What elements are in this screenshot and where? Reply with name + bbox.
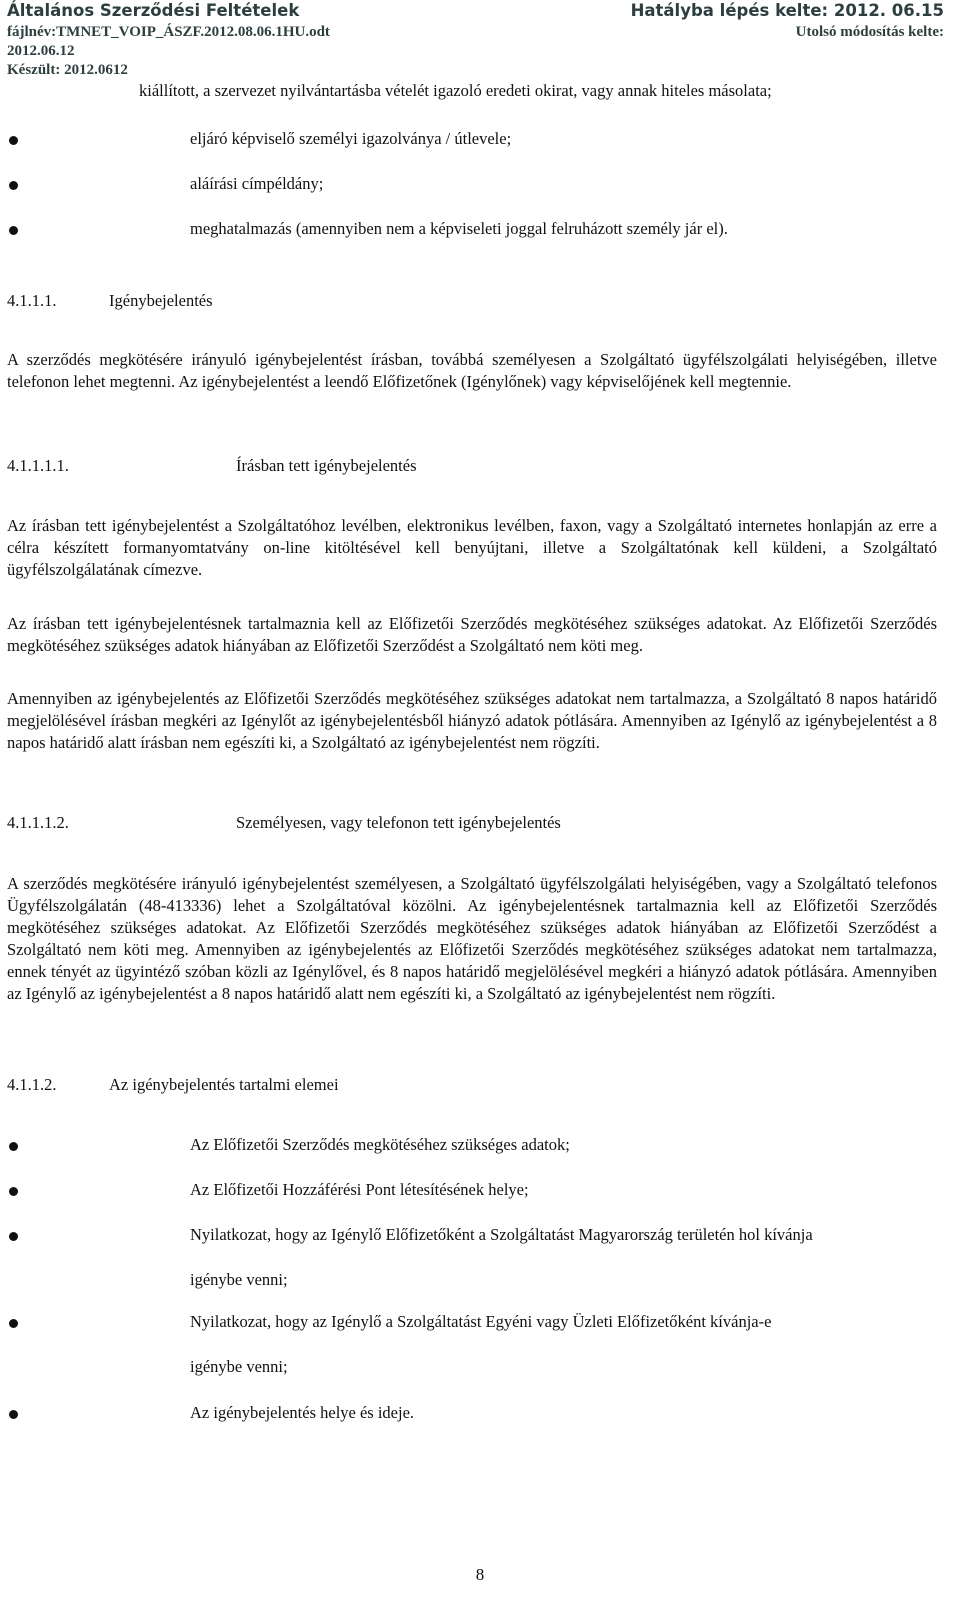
section-paragraph: Az írásban tett igénybejelentést a Szolgáltatóhoz levélben, elektronikus levélben, faxon, vagy a Szolgáltató internetes honlapján az erre a célra készített formanyomtatvány on-line kitöltésével kell benyújtani, illetve a Szolgáltatónak kell küldeni, a Szolgáltató ügyfélszolgálatának címezve.	[7, 516, 937, 579]
section-heading: Az igénybejelentés tartalmi elemei	[109, 1075, 339, 1094]
list-item: Az igénybejelentés helye és ideje.	[190, 1403, 415, 1422]
list-item: Az Előfizetői Hozzáférési Pont létesítésének helye;	[190, 1180, 529, 1199]
section-heading: Írásban tett igénybejelentés	[236, 456, 417, 475]
created-date: Készült: 2012.0612	[7, 62, 128, 78]
section-heading: Személyesen, vagy telefonon tett igénybejelentés	[236, 813, 561, 832]
section-paragraph: A szerződés megkötésére irányuló igénybejelentést személyesen, a Szolgáltató ügyfélszolgálati helyiségében, vagy a Szolgáltató telefonos Ügyfélszolgálatán (48-413336) lehet a Szolgáltatóval közölni. Az igénybejelentésnek tartalmaznia kell az Előfizetői Szerződés megkötéséhez szükséges adatokat. Az Előfizetői Szerződés megkötéséhez szükséges adatok hiányában az Előfizetői Szerződést a Szolgáltató nem köti meg. Amennyiben az igénybejelentés az Előfizetői Szerződés megkötéséhez szükséges adatokat nem tartalmazza, ennek tényét az ügyintéző szóban közli az Igénylővel, és 8 napos határidő megjelölésével megkéri a hiányzó adatok pótlására. Amennyiben az Igénylő az igénybejelentést a 8 napos határidő alatt nem egészíti ki, a Szolgáltató az igénybejelentést nem rögzíti.	[7, 874, 937, 1003]
effective-date: Hatályba lépés kelte: 2012. 06.15	[630, 1, 944, 20]
section-number: 4.1.1.1.	[7, 291, 57, 310]
section-number: 4.1.1.2.	[7, 1075, 57, 1094]
section-paragraph: Az írásban tett igénybejelentésnek tartalmaznia kell az Előfizetői Szerződés megkötéséhez szükséges adatokat. Az Előfizetői Szerződés megkötéséhez szükséges adatok hiányában az Előfizetői Szerződést a Szolgáltató nem köti meg.	[7, 614, 937, 655]
bullet-icon	[9, 1319, 18, 1328]
bullet-icon	[9, 1232, 18, 1241]
file-name: fájlnév:TMNET_VOIP_ÁSZF.2012.08.06.1HU.odt	[7, 24, 330, 40]
section-paragraph: Amennyiben az igénybejelentés az Előfizetői Szerződés megkötéséhez szükséges adatokat nem tartalmazza, a Szolgáltató 8 napos határidő megjelölésével írásban megkéri az Igénylőt az igénybejelentésből hiányzó adatok pótlására. Amennyiben az Igénylő az igénybejelentést a 8 napos határidő alatt írásban nem egészíti ki, a Szolgáltató az igénybejelentést nem rögzíti.	[7, 689, 937, 752]
bullet-icon	[9, 1410, 18, 1419]
intro-line: kiállított, a szervezet nyilvántartásba vételét igazoló eredeti okirat, vagy annak hiteles másolata;	[139, 81, 772, 100]
list-item-continuation: igénybe venni;	[190, 1357, 288, 1376]
page-number: 8	[475, 1565, 485, 1584]
section-paragraph: A szerződés megkötésére irányuló igénybejelentést írásban, továbbá személyesen a Szolgáltató ügyfélszolgálati helyiségében, illetve telefonon lehet megtenni. Az igénybejelentést a leendő Előfizetőnek (Igénylőnek) vagy képviselőjének kell megtennie.	[7, 350, 937, 391]
bullet-icon	[9, 1142, 18, 1151]
bullet-icon	[9, 1187, 18, 1196]
bullet-icon	[9, 136, 18, 145]
list-item: Nyilatkozat, hogy az Igénylő Előfizetőként a Szolgáltatást Magyarország területén hol kívánja	[190, 1225, 813, 1244]
modified-date: 2012.06.12	[7, 43, 75, 59]
page-header	[0, 0, 960, 86]
bullet-icon	[9, 181, 18, 190]
list-item: Az Előfizetői Szerződés megkötéséhez szükséges adatok;	[190, 1135, 570, 1154]
section-heading: Igénybejelentés	[109, 291, 213, 310]
section-number: 4.1.1.1.2.	[7, 813, 69, 832]
list-item-continuation: igénybe venni;	[190, 1270, 288, 1289]
modified-label: Utolsó módosítás kelte:	[795, 24, 944, 40]
list-item: meghatalmazás (amennyiben nem a képviseleti joggal felruházott személy jár el).	[190, 219, 728, 238]
list-item: eljáró képviselő személyi igazolványa / útlevele;	[190, 129, 512, 148]
bullet-icon	[9, 226, 18, 235]
list-item: aláírási címpéldány;	[190, 174, 324, 193]
document-title: Általános Szerződési Feltételek	[7, 1, 300, 20]
section-number: 4.1.1.1.1.	[7, 456, 69, 475]
list-item: Nyilatkozat, hogy az Igénylő a Szolgáltatást Egyéni vagy Üzleti Előfizetőként kívánja-e	[190, 1312, 772, 1331]
